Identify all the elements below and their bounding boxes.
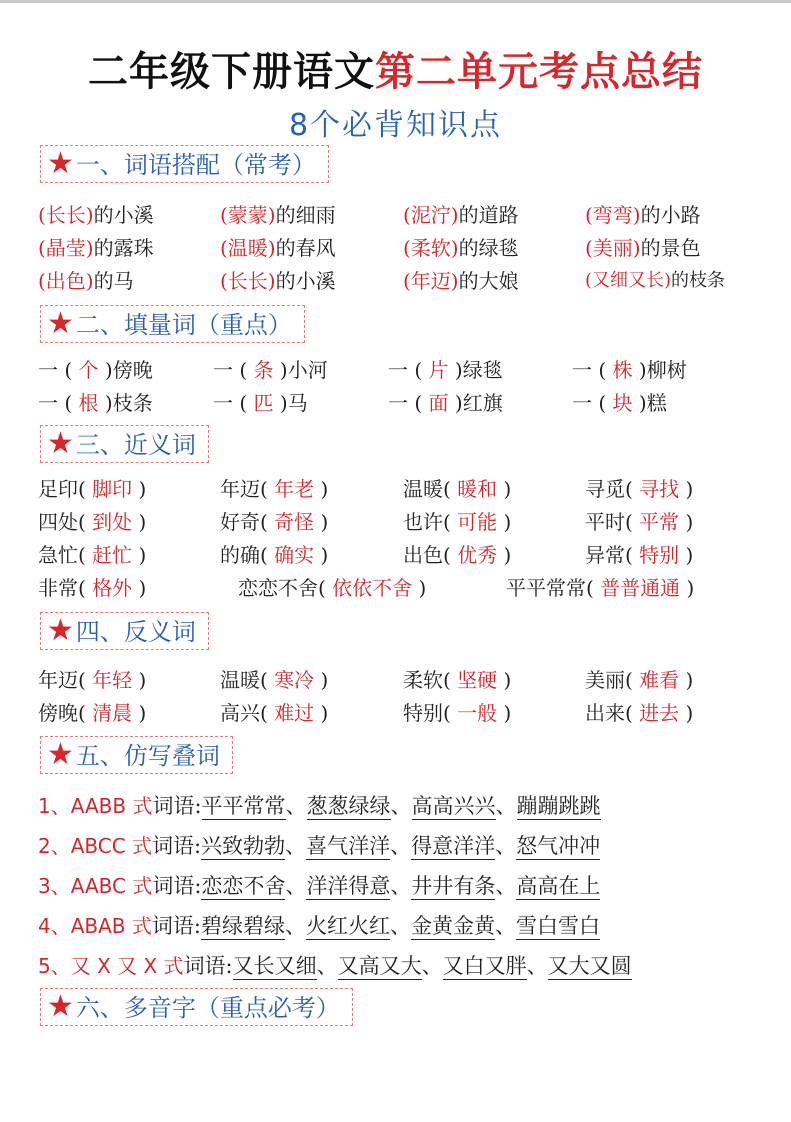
jinyi-item: 恋恋不舍( 依依不舍 ) (238, 576, 427, 600)
fanyi-item: 柔软( 坚硬 ) (403, 668, 512, 692)
dapei-item: (晶莹)的露珠 (38, 236, 154, 260)
dapei-item: (柔软)的绿毯 (403, 236, 519, 260)
liangci-item: 一 ( 株 )柳树 (572, 358, 687, 382)
liangci-item: 一 ( 个 )傍晚 (38, 358, 153, 382)
jinyi-row (0, 573, 791, 603)
jinyi-item: 年迈( 年老 ) (220, 477, 329, 501)
star-icon: ★ (47, 989, 74, 1024)
fanyi-item: 年迈( 年轻 ) (38, 668, 147, 692)
fanyi-row (0, 665, 791, 695)
jinyi-item: 也许( 可能 ) (403, 510, 512, 534)
dapei-item: (年迈)的大娘 (403, 269, 519, 293)
star-icon: ★ (47, 306, 74, 341)
liangci-item: 一 ( 片 )绿毯 (388, 358, 503, 382)
dapei-item: (蒙蒙)的细雨 (220, 203, 336, 227)
dapei-item: (弯弯)的小路 (585, 203, 701, 227)
section-heading-duoyinzi (40, 988, 353, 1026)
fanyi-row (0, 698, 791, 728)
star-icon: ★ (47, 146, 74, 181)
jinyi-item: 好奇( 奇怪 ) (220, 510, 329, 534)
dapei-item: (美丽)的景色 (585, 236, 701, 260)
jinyi-item: 寻觅( 寻找 ) (585, 477, 694, 501)
jinyi-item: 出色( 优秀 ) (403, 543, 512, 567)
jinyi-item: 非常( 格外 ) (38, 576, 147, 600)
liangci-row (0, 355, 791, 385)
section-heading-fanyi (40, 612, 209, 650)
jinyi-item: 温暖( 暖和 ) (403, 477, 512, 501)
dapei-item: (泥泞)的道路 (403, 203, 519, 227)
title-part-1: 二年级下册语文 (88, 49, 375, 95)
fangxie-row: 2、ABCC 式词语:兴致勃勃、喜气洋洋、得意洋洋、怒气冲冲 (38, 834, 601, 858)
liangci-item: 一 ( 根 )枝条 (38, 391, 153, 415)
liangci-item: 一 ( 块 )糕 (572, 391, 667, 415)
liangci-item: 一 ( 面 )红旗 (388, 391, 503, 415)
fanyi-item: 美丽( 难看 ) (585, 668, 694, 692)
dapei-item: (长长)的小溪 (38, 203, 154, 227)
fangxie-row: 3、AABC 式词语:恋恋不舍、洋洋得意、井井有条、高高在上 (38, 874, 601, 898)
dapei-row (0, 233, 791, 263)
dapei-item: (长长)的小溪 (220, 269, 336, 293)
dapei-item: (温暖)的春风 (220, 236, 336, 260)
dapei-row (0, 266, 791, 296)
section-label: 三、近义词 (75, 431, 196, 459)
section-label: 二、填量词（重点） (75, 311, 292, 339)
section-heading-liangci (40, 305, 305, 343)
fangxie-row: 1、AABB 式词语:平平常常、葱葱绿绿、高高兴兴、蹦蹦跳跳 (38, 794, 601, 818)
liangci-item: 一 ( 条 )小河 (213, 358, 328, 382)
jinyi-item: 四处( 到处 ) (38, 510, 147, 534)
star-icon: ★ (47, 426, 74, 461)
star-icon: ★ (47, 613, 74, 648)
jinyi-item: 足印( 脚印 ) (38, 477, 147, 501)
fanyi-item: 出来( 进去 ) (585, 701, 694, 725)
dapei-item: (又细又长)的枝条 (585, 270, 726, 291)
jinyi-item: 平时( 平常 ) (585, 510, 694, 534)
jinyi-row (0, 540, 791, 570)
jinyi-item: 异常( 特别 ) (585, 543, 694, 567)
top-rule (0, 0, 791, 3)
fanyi-item: 傍晚( 清晨 ) (38, 701, 147, 725)
jinyi-row (0, 474, 791, 504)
liangci-row (0, 388, 791, 418)
fanyi-item: 温暖( 寒冷 ) (220, 668, 329, 692)
fanyi-item: 高兴( 难过 ) (220, 701, 329, 725)
page-subtitle: 8个必背知识点 (288, 108, 503, 143)
title-part-2: 第二单元考点总结 (375, 49, 703, 95)
fangxie-row: 5、又 X 又 X 式词语:又长又细、又高又大、又白又胖、又大又圆 (38, 954, 632, 978)
section-heading-jinyi (40, 425, 209, 463)
section-label: 五、仿写叠词 (75, 742, 220, 770)
fanyi-item: 特别( 一般 ) (403, 701, 512, 725)
section-label: 四、反义词 (75, 618, 196, 646)
dapei-row (0, 200, 791, 230)
section-heading-fangxie (40, 736, 233, 774)
section-heading-dapei (40, 145, 329, 183)
star-icon: ★ (47, 737, 74, 772)
section-label: 一、词语搭配（常考） (75, 151, 316, 179)
section-label: 六、多音字（重点必考） (75, 994, 340, 1022)
fangxie-row: 4、ABAB 式词语:碧绿碧绿、火红火红、金黄金黄、雪白雪白 (38, 914, 600, 938)
jinyi-row (0, 507, 791, 537)
jinyi-item: 平平常常( 普普通通 ) (506, 576, 695, 600)
liangci-item: 一 ( 匹 )马 (213, 391, 308, 415)
jinyi-item: 急忙( 赶忙 ) (38, 543, 147, 567)
jinyi-item: 的确( 确实 ) (220, 543, 329, 567)
page-title (0, 40, 791, 97)
dapei-item: (出色)的马 (38, 269, 134, 293)
